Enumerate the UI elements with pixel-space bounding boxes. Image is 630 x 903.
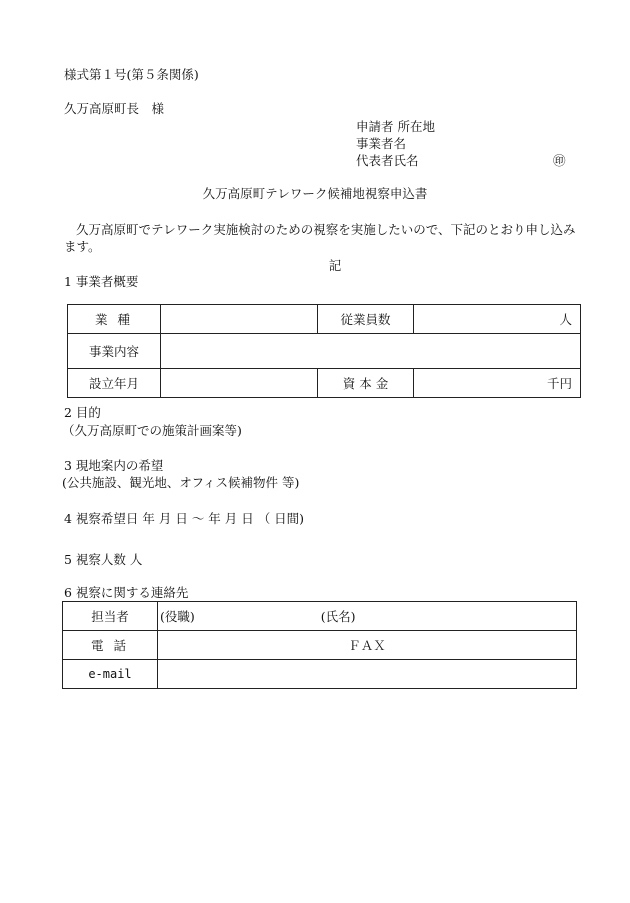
section2-note: （久万高原町での施策計画案等) [62,423,242,438]
section2-heading: 2 目的 [64,405,101,420]
addressee: 久万高原町長 様 [64,101,165,116]
seal-mark: ㊞ [553,153,566,168]
table-row [63,602,577,631]
business-overview-table [67,304,581,398]
established-label: 設立年月 [68,369,161,398]
employees-label: 従業員数 [318,305,414,334]
email-label: e-mail [63,660,158,689]
employees-unit: 人 [414,305,581,334]
table-row [68,369,581,398]
section5-heading: 5 視察人数 人 [64,552,143,567]
section6-heading: 6 視察に関する連絡先 [64,585,189,600]
capital-label: 資 本 金 [318,369,414,398]
industry-label: 業 種 [68,305,161,334]
established-value [161,369,318,398]
business-label: 事業内容 [68,334,161,369]
contact-person-label: 担当者 [63,602,158,631]
ki-mark: 記 [328,258,342,273]
applicant-representative-label: 代表者氏名 [356,153,419,168]
industry-value [161,305,318,334]
section4-heading: 4 視察希望日 年 月 日 ～ 年 月 日 （ 日間) [64,511,305,526]
position-label: (役職) [160,609,195,624]
business-value [161,334,581,369]
table-row [63,631,577,660]
body-paragraph: 久万高原町でテレワーク実施検討のための視察を実施したいので、下記のとおり申し込みます。 [64,222,576,254]
table-row [68,305,581,334]
document-title: 久万高原町テレワーク候補地視察申込書 [202,186,428,201]
contact-person-value [158,602,577,631]
fax-label: ＦＡＸ [158,631,577,660]
capital-unit: 千円 [414,369,581,398]
section1-heading: 1 事業者概要 [64,274,139,289]
contact-table [62,601,577,689]
table-row [68,334,581,369]
applicant-company-label: 事業者名 [356,136,407,151]
section3-note: (公共施設、観光地、オフィス候補物件 等) [62,475,300,490]
applicant-address-label: 申請者 所在地 [356,119,435,134]
name-label: (氏名) [320,609,356,624]
phone-label: 電 話 [63,631,158,660]
form-number: 様式第１号(第５条関係) [64,67,199,82]
email-value [158,660,577,689]
table-row [63,660,577,689]
section3-heading: 3 現地案内の希望 [64,458,164,473]
